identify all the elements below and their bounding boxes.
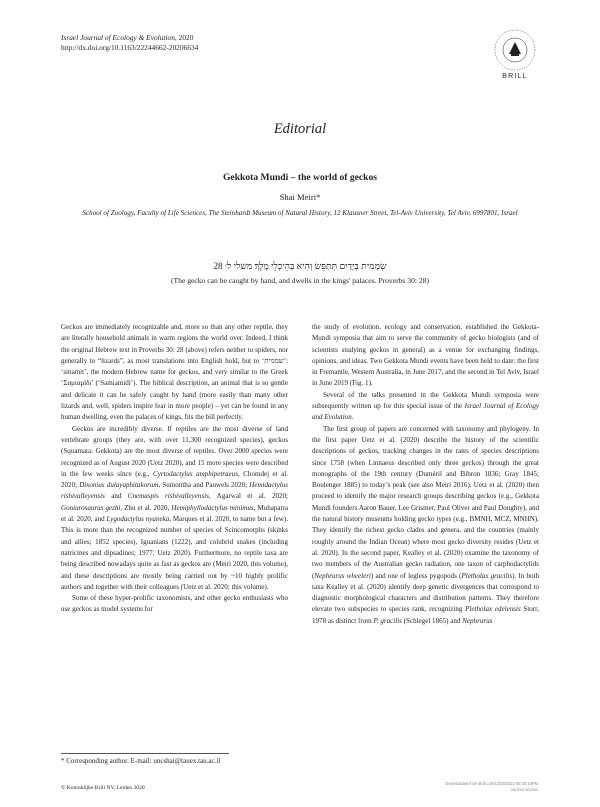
paragraph-text: The first group of papers are concerned with taxonomy and phylogeny. In the first paper Uetz et al. (2020) describe the history of the scientific descriptions of geckos, tracking changes in the rates of species descriptions since 1758 (when Linnaeus described only three geckos) through the great monographs of the 19th century (Duméril and Bibron 1836; Gray 1845; Boulenger 1885) to today’s peak (see also Meiri 2016). Uetz et al. (2020) then proceed to identify the major research groups describing geckos (e.g., Gekkota Mundi founders Aaron Bauer, Lee Grismer, Paul Oliver and Paul Doughty), and the natural history museums holding gecko types (e.g., BMNH, MCZ, MNHN). They identify the richest gecko clades and genera, and the countries (mainly roughly around the Indian Ocean) where most gecko diversity resides (Uetz et al. 2020). In the second paper, Kealley et al. (2020) examine the taxonomy of two members of the Australian gecko radiation, one taxon of carphodactylids ( [312, 424, 539, 580]
paragraph-text: Geckos are immediately recognizable and, more so than any other reptile, they are literally household animals in warm regions the world over. Indeed, I think the original Hebrew text in Proverbs 30: 28 (above) refers neither to spiders, nor generally to “lizards”, as most translations into English hold, but to ‘שממית’: ‘smamit’, the modern Hebrew name for geckos, and very similar to the Greek ‘Σαμιαμίδι’ (‘Samiamidi’). The biblical description, an animal that is so gentle and delicate it can be safely caught by hand (more easily than many other lizards and, well, spiders inspire fear in more people) – yet can be found in any human dwelling, even the palaces of kings, fits the bill perfectly. [61, 323, 288, 422]
paragraph-text: , Mohapatra et al. 2020, and [61, 503, 288, 524]
italic-term: Lygodactylus nyaneka [106, 515, 170, 524]
italic-term: Hemiphyllodactylus minimus [171, 503, 254, 512]
journal-year: , 2020 [174, 33, 194, 42]
italic-term: Cnemaspis rishivalleyensis [127, 492, 209, 501]
paragraph-text: , Zhu et al. 2020, [120, 503, 172, 512]
journal-citation [61, 33, 198, 43]
body-column-left [61, 322, 288, 616]
brill-logo-icon [492, 27, 538, 73]
italic-term: Cyrtodactylus amphipetraeus [153, 469, 238, 478]
paragraph-text: , Marques et al. 2020, to name but a few). This is more than the recognized number of species of Scincomorphs (skinks and allies; 1852 species), Iguanians (1222), and colubrid snakes (including natricines and dipsadines; 1977; Uetz 2020). Furthermore, no reptile taxa are being described nowadays quite as fast as geckos are (Meiri 2020, this volume), and these descriptions are mostly being carried out by ~10 highly prolific authors and together with their colleagues (Uetz et al. 2020; this volume). [61, 515, 288, 591]
italic-term: Pletholax edelensis [465, 605, 521, 614]
italic-term: Hemidactylus rishivalleyensis [61, 481, 288, 501]
paragraph-text: Several of the talks presented in the Gekkota Mundi symposia were subsequently written up for this special issue of the [312, 390, 539, 411]
footnote-divider [61, 753, 229, 754]
body-paragraph [312, 424, 539, 627]
paragraph-text: and [104, 492, 128, 501]
epigraph-translation: (The gecko can be caught by hand, and dwells in the kings' palaces. Proverbs 30: 28) [170, 276, 429, 285]
paragraph-text: Storr, 1978 as distinct from [312, 605, 539, 625]
copyright-notice: © Koninklijke Brill NV, Leiden 2020 [61, 785, 145, 791]
doi-link[interactable]: http://dx.doi.org/10.1163/22244662-20206634 [61, 43, 199, 52]
body-paragraph [61, 322, 288, 424]
paragraph-text: . [351, 413, 354, 422]
paragraph-text: , Sumontha and Pauwels 2020; [158, 481, 250, 490]
italic-term: Goniurosaurus gezhi [61, 503, 121, 512]
body-paragraph [312, 390, 539, 424]
download-note [416, 781, 538, 793]
paragraph-text: Geckos are incredibly diverse. If reptiles are the most diverse of land vertebrate groups (they are, with over 11,300 recognized species), geckos (Squamata: Gekkota) are the most diverse of reptiles. Over 2000 species were recognized as of August 2020 (Uetz 2020), and 15 more species were described in the few weeks since (e.g., [61, 424, 288, 478]
author-affiliation: School of Zoology, Faculty of Life Sciences, The Steinhardt Museum of Natural History, 12 Klausner Street, Tel-Aviv University, Tel Aviv, 6997801, Israel [82, 209, 518, 217]
journal-name: Israel Journal of Ecology & Evolution [61, 33, 175, 42]
italic-term: Nephrurus wheeleri [314, 571, 371, 580]
article-author: Shai Meiri* [279, 192, 321, 202]
journal-header [61, 33, 198, 53]
body-column-right [312, 322, 539, 627]
body-paragraph [312, 322, 539, 390]
italic-term: Pletholax gracilis [461, 571, 513, 580]
paragraph-text: the study of evolution, ecology and conservation, established the Gekkota-Mundi symposia that aim to serve the community of gecko biologists (and of scientists studying geckos in general) as a venue for exchanging findings, opinions, and ideas. Two Gekkota Mundi events have been held to date: the first in Fremantle, Western Australia, in June 2017, and the second in Tel Aviv, Israel in June 2019 (Fig. 1). [312, 323, 539, 388]
body-paragraph [61, 593, 288, 616]
section-title: Editorial [273, 121, 327, 137]
article-title: Gekkota Mundi – the world of geckos [222, 172, 378, 183]
paragraph-text: , Chomdej et al. 2020; [61, 469, 288, 490]
italic-term: P. gracilis [373, 616, 402, 625]
paragraph-text: ) and one of legless pygopods ( [370, 571, 462, 580]
download-line: Downloaded from Brill.com12/23/2022 08:40:16PM [445, 781, 538, 786]
corresponding-author-footnote: * Corresponding author. E-mail: uncshai@tauex.tau.ac.il [61, 757, 221, 765]
paragraph-text: ). In both taxa Kealley et al. (2020) identify deep genetic divergences that correspond to diagnostic morphological characters and distribution patterns. They therefore elevate two subspecies to species rank, recognizing [312, 571, 539, 614]
italic-term: Dixonius dulayaphitakorum [79, 481, 159, 490]
italic-term: Nephrurus [462, 616, 493, 625]
paragraph-text: (Schlegel 1865) and [401, 616, 463, 625]
paragraph-text: Some of these hyper-prolific taxonomists, and other gecko enthusiasts who use geckos as model systems for [61, 594, 288, 614]
body-paragraph [61, 424, 288, 593]
italic-term: Israel Journal of Ecology and Evolution [312, 402, 540, 422]
epigraph-hebrew: שְׂמָמִית בְּיָדַיִם תְּתַפֵּשׂ וְהִיא בְּהֵיכְלֵי מֶלֶךְ׃ משלי ל׳ 28 [213, 261, 387, 271]
access-line: via free access [510, 787, 538, 792]
paragraph-text: , Agarwal et al. 2020; [208, 492, 288, 501]
brill-logo-text: BRILL [502, 73, 528, 80]
